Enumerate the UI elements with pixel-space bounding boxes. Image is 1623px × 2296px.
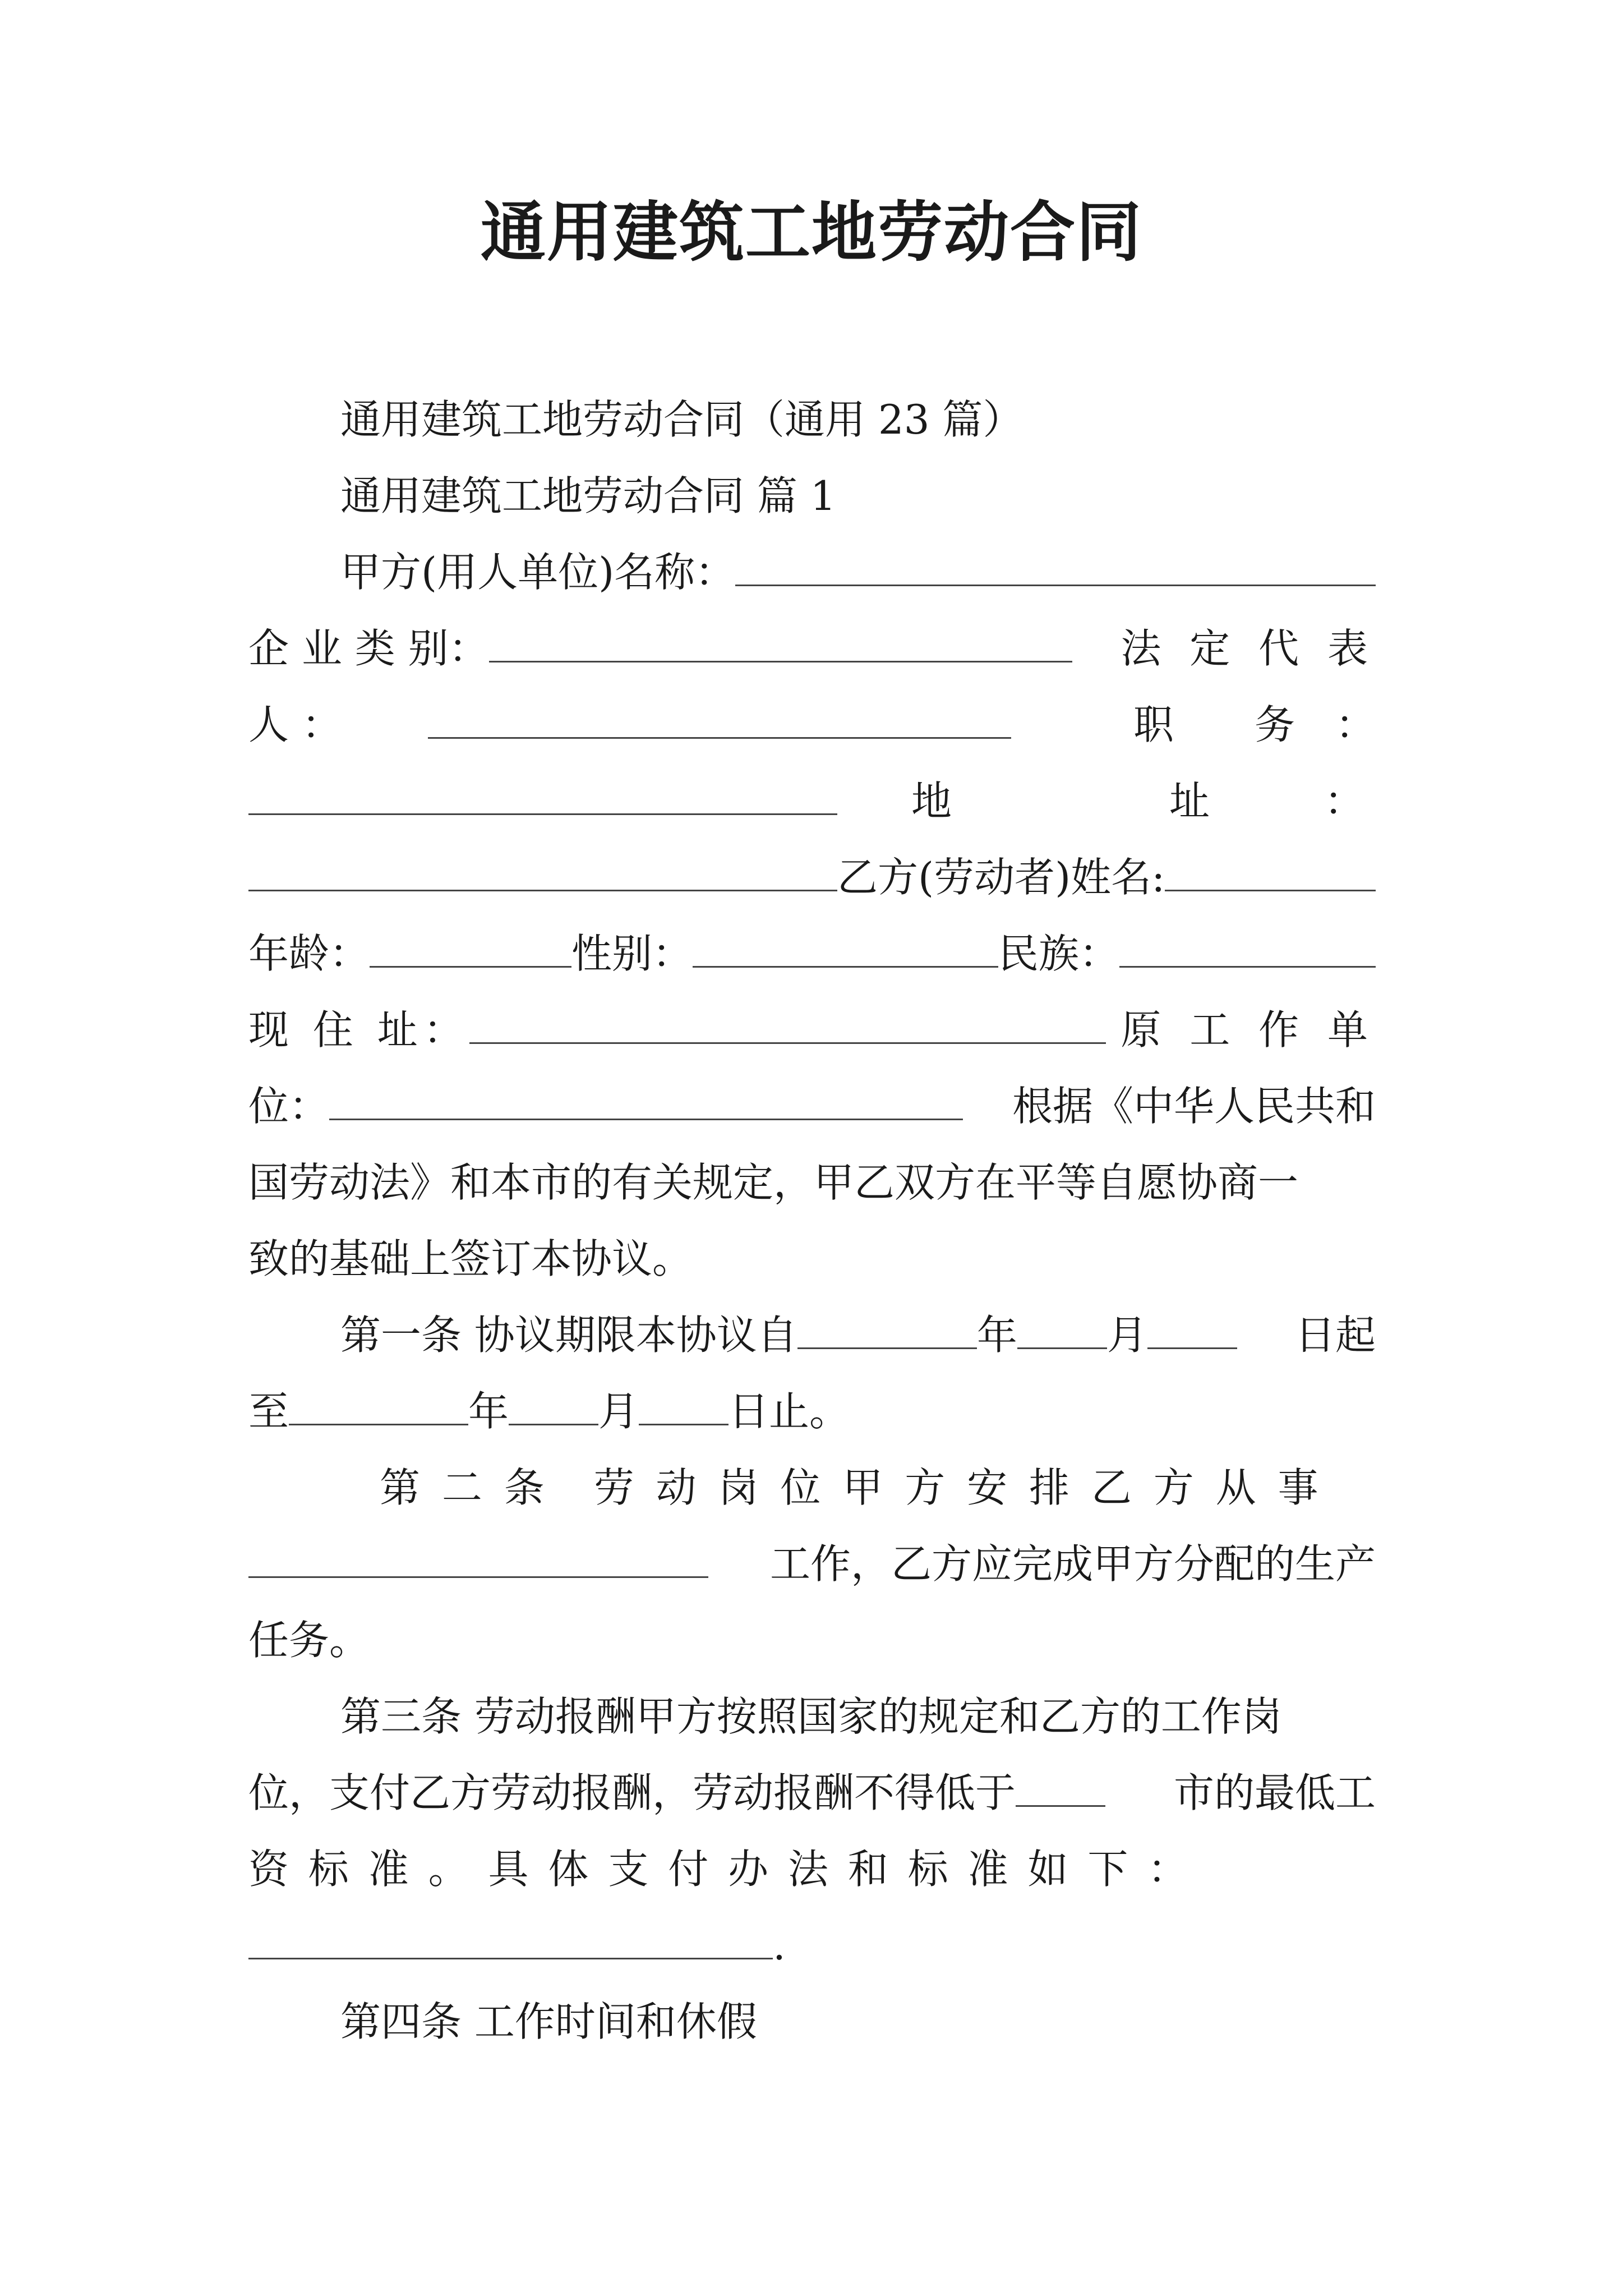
article-4-line-1 [248,1984,1376,2060]
article-2-job-blank[interactable] [248,1538,708,1578]
subtitle-line [248,381,1376,458]
party-a-name-blank[interactable] [735,546,1376,586]
ethnicity-label: 民族： [998,930,1120,977]
position-blank[interactable] [248,775,837,815]
article-3-city-blank[interactable] [1016,1767,1105,1807]
gender-blank[interactable] [693,928,998,968]
legal-rep-blank[interactable] [428,699,1011,739]
former-employer-label-1: 原 工 作 单 [1121,1006,1376,1053]
address-line [248,763,1376,839]
enterprise-type-label: 企 业 类 别： [248,625,489,672]
article-2-line-2 [248,1526,1376,1602]
section-heading-line [248,458,1376,534]
article-1-month: 月 [1106,1312,1147,1359]
basis-line-2 [248,1144,1376,1221]
residence-blank[interactable] [469,1004,1106,1044]
article-1-day-start: 日起 [1294,1312,1376,1359]
age-label: 年龄： [248,930,370,977]
article-2-line-1 [248,1450,1376,1526]
former-employer-line [248,1068,1376,1144]
basis-text-2: 国劳动法》和本市的有关规定，甲乙双方在平等自愿协商一 [248,1159,1299,1206]
article-1-to: 至 [248,1388,289,1435]
party-a-line [248,534,1376,610]
former-employer-label-2: 位： [248,1083,330,1130]
article-2-task-text: 任务。 [248,1617,370,1664]
age-blank[interactable] [370,928,571,968]
legal-rep-label-2: 人 ： [248,701,342,748]
article-1-end-month: 月 [598,1388,639,1435]
legal-rep-label-1: 法 定 代 表 [1121,625,1376,672]
basis-text-1b: 和 [1335,1083,1376,1130]
article-3-pay-text: 位，支付乙方劳动报酬，劳动报酬不得低于 [248,1769,1016,1816]
residence-line [248,992,1376,1068]
basis-line-3 [248,1221,1376,1297]
article-3-min-wage-text: 市的最低工 [1173,1769,1376,1816]
article-3-standard-text: 资 标 准 。 具 体 支 付 办 法 和 标 准 如 下 ： [248,1846,1192,1893]
article-3-line-3 [248,1831,1376,1907]
party-b-line [248,839,1376,915]
article-1-end-month-blank[interactable] [509,1386,598,1425]
enterprise-type-line [248,610,1376,687]
article-1-line-2 [248,1373,1376,1450]
basis-text-3: 致的基础上签订本协议。 [248,1235,693,1282]
article-4-text: 第四条 工作时间和休假 [340,1998,757,2045]
party-b-name-blank[interactable] [1165,852,1376,891]
article-1-end-year-blank[interactable] [289,1386,468,1425]
article-1-line-1 [248,1297,1376,1373]
ethnicity-blank[interactable] [1119,928,1376,968]
age-gender-ethnicity-line [248,915,1376,992]
article-2-work-text: 工作，乙方应完成甲方分配的生产 [769,1540,1376,1588]
legal-rep-line [248,687,1376,763]
article-1-text: 第一条 协议期限本协议自 [340,1312,797,1359]
article-1-end-year: 年 [468,1388,509,1435]
address-label: 地 址 ： [911,777,1376,825]
gender-label: 性别： [571,930,693,977]
article-3-period: . [773,1922,786,1969]
article-2-line-3 [248,1602,1376,1678]
position-label: 职 务 ： [1133,701,1376,748]
document-title: 通用建筑工地劳动合同 [481,194,1142,270]
article-2-text: 第 二 条 劳 动 岗 位 甲 方 安 排 乙 方 从 事 [380,1464,1323,1511]
article-1-start-month-blank[interactable] [1017,1309,1107,1349]
document-body [248,381,1376,2060]
enterprise-type-blank[interactable] [489,623,1072,662]
article-3-method-blank[interactable] [248,1920,773,1959]
article-1-start-year-blank[interactable] [797,1309,977,1349]
article-1-year: 年 [976,1312,1017,1359]
party-b-name-label: 乙方(劳动者)姓名: [837,854,1165,901]
party-a-name-label: 甲方(用人单位)名称： [340,549,736,596]
article-3-line-4 [248,1907,1376,1984]
residence-label: 现 住 址： [248,1006,469,1053]
article-1-end-day-blank[interactable] [639,1386,728,1425]
subtitle: 通用建筑工地劳动合同（通用 23 篇） [340,396,1023,443]
address-blank[interactable] [248,852,837,891]
former-employer-blank[interactable] [329,1080,963,1120]
article-3-line-1 [248,1678,1376,1755]
article-3-line-2 [248,1755,1376,1831]
article-1-day-end: 日止。 [728,1388,850,1435]
section-heading: 通用建筑工地劳动合同 篇 1 [340,472,836,519]
article-3-text: 第三条 劳动报酬甲方按照国家的规定和乙方的工作岗 [340,1693,1282,1740]
basis-text-1: 根据《中华人民共 [1012,1083,1335,1130]
article-1-start-day-blank[interactable] [1147,1309,1237,1349]
